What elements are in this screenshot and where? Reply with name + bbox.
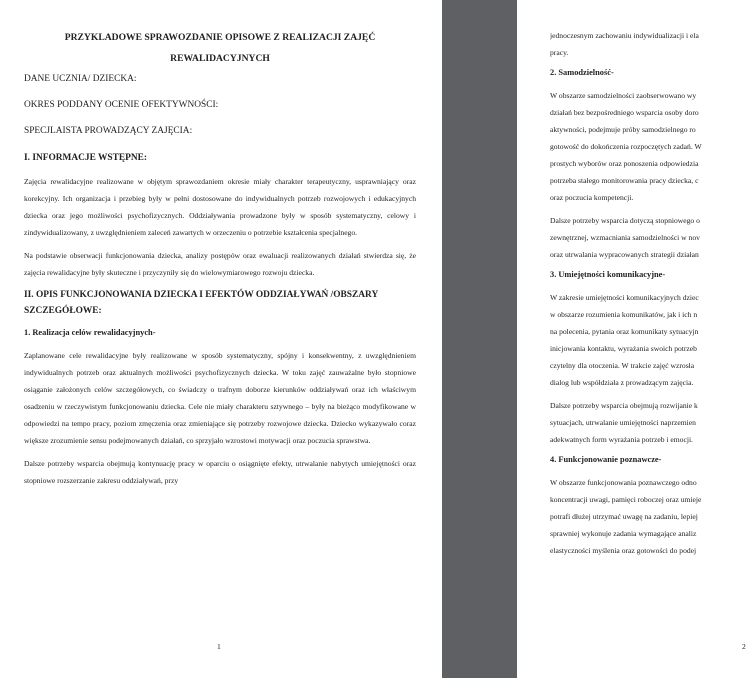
paragraph-line: oraz utrwalania wypracowanych strategii działan [550, 250, 699, 259]
document-title [24, 27, 416, 69]
paragraph-line: w obszarze rozumienia komunikatów, jak i ich n [550, 310, 698, 319]
paragraph-line: elastyczności myślenia oraz gotowości do podej [550, 546, 697, 555]
document-page-2 [517, 0, 750, 678]
subsection-2-paragraph-2 [550, 212, 750, 263]
section-1-heading: I. INFORMACJE WSTĘPNE: [24, 153, 148, 163]
subsection-3-heading: 3. Umiejętności komunikacyjne- [550, 270, 666, 279]
paragraph-line: W obszarze samodzielności zaobserwowano wy [550, 91, 697, 100]
page-number-2: 2 [742, 642, 746, 651]
subsection-2-paragraph-1 [550, 87, 750, 206]
section-1-paragraph-1: Zajęcia rewalidacyjne realizowane w objętym sprawozdaniem okresie miały charakter terapeutyczny, usprawniający oraz korekcyjny. Ich organizacja i przebieg były w pełni dostosowane do indywidualnych potrzeb rozwojowych i edukacyjnych dziecka oraz jego możliwości psychofizycznych. Oddziaływania prowadzone były w sposób systematyczny, celowy i zindywidualizowany, z uwzględnieniem zaleceń zawartych w orzeczeniu o potrzebie kształcenia specjalnego. [24, 177, 416, 237]
paragraph-line: koncentracji uwagi, pamięci roboczej oraz umieje [550, 495, 702, 504]
paragraph-line: potrzeba stałego monitorowania pracy dziecka, c [550, 176, 699, 185]
page-number-1: 1 [217, 642, 221, 651]
section-2-heading: II. OPIS FUNKCJONOWANIA DZIECKA I EFEKTÓW ODDZIAŁYWAŃ /OBSZARY SZCZEGÓŁOWE: [24, 290, 378, 316]
paragraph-line: inicjowania kontaktu, wyrażania swoich potrzeb [550, 344, 697, 353]
continuation-line-2: pracy. [550, 48, 569, 57]
paragraph-line: na polecenia, pytania oraz komunikaty sytuacyjn [550, 327, 699, 336]
continuation-line-1: jednoczesnym zachowaniu indywidualizacji i ela [550, 31, 699, 40]
subsection-3-paragraph-1 [550, 289, 750, 391]
subsection-3-paragraph-2 [550, 397, 750, 448]
field-specialist: SPECJLAISTA PROWADZĄCY ZAJĘCIA: [24, 126, 193, 136]
paragraph-line: oraz poczucia kompetencji. [550, 193, 634, 202]
paragraph-line: aktywności, podejmuje próby samodzielnego ro [550, 125, 696, 134]
subsection-2-heading: 2. Samodzielność- [550, 68, 614, 77]
title-line-1: PRZYKLADOWE SPRAWOZDANIE OPISOWE Z REALIZACJI ZAJĘĆ [64, 32, 376, 43]
subsection-1-paragraph-1: Zaplanowane cele rewalidacyjne były realizowane w sposób systematyczny, spójny i konsekwentny, z uwzględnieniem indywidualnych potrzeb oraz aktualnych możliwości psychofizycznych dziecka. W toku zajęć zauważalne było stopniowe osiąganie założonych celów szczegółowych, co świadczy o trafnym doborze kierunków oddziaływań oraz ich właściwym osadzeniu w rzeczywistym funkcjonowaniu dziecka. Cele nie miały charakteru sztywnego – były na bieżąco modyfikowane w odpowiedzi na tempo pracy, poziom zmęczenia oraz zmieniające się potrzeby rozwojowe dziecka. Dziecko wykazywało coraz większe zrozumienie sensu podejmowanych działań, co sprzyjało wzrostowi motywacji oraz poczucia sprawstwa. [24, 351, 416, 445]
paragraph-line: adekwatnych form wyrażania potrzeb i emocji. [550, 435, 693, 444]
paragraph-line: dialog lub współdziała z prowadzącym zajęcia. [550, 378, 694, 387]
paragraph-line: Dalsze potrzeby wsparcia obejmują rozwijanie k [550, 401, 698, 410]
paragraph-line: sprawniej wykonuje zadania wymagające analiz [550, 529, 697, 538]
paragraph-line: prostych wyborów oraz ponoszenia odpowiedzia [550, 159, 699, 168]
paragraph-line: sytuacjach, utrwalanie umiejętności naprzemien [550, 418, 696, 427]
field-student-data: DANE UCZNIA/ DZIECKA: [24, 74, 137, 84]
subsection-1-heading: 1. Realizacja celów rewalidacyjnych- [24, 328, 156, 337]
subsection-4-paragraph-1 [550, 474, 750, 559]
paragraph-line: W obszarze funkcjonowania poznawczego odno [550, 478, 697, 487]
section-1-paragraph-2: Na podstawie obserwacji funkcjonowania dziecka, analizy postępów oraz ewaluacji realizowanych działań stwierdza się, że zajęcia rewalidacyjne były skuteczne i przyczyniły się do wielowymiarowego rozwoju dziecka. [24, 251, 416, 277]
paragraph-line: W zakresie umiejętności komunikacyjnych dziec [550, 293, 699, 302]
paragraph-line: zewnętrznej, wzmacniania samodzielności w nov [550, 233, 700, 242]
paragraph-line: działań bez bezpośredniego wsparcia osoby doro [550, 108, 699, 117]
paragraph-line: Dalsze potrzeby wsparcia dotyczą stopniowego o [550, 216, 700, 225]
field-evaluation-period: OKRES PODDANY OCENIE OFEKTYWNOŚCI: [24, 100, 219, 110]
paragraph-line: potrafi dłużej utrzymać uwagę na zadaniu, lepiej [550, 512, 698, 521]
paragraph-line: gotowość do dokończenia rozpoczętych zadań. W [550, 142, 702, 151]
subsection-4-heading: 4. Funkcjonowanie poznawcze- [550, 455, 662, 464]
paragraph-line: czytelny dla otoczenia. W trakcie zajęć wzrosła [550, 361, 695, 370]
subsection-1-paragraph-2: Dalsze potrzeby wsparcia obejmują kontynuację pracy w oparciu o osiągnięte efekty, utrwalanie nabytych umiejętności oraz stopniowe rozszerzanie zakresu oddziaływań, przy [24, 459, 416, 485]
title-line-2: REWALIDACYJNYCH [170, 53, 270, 64]
